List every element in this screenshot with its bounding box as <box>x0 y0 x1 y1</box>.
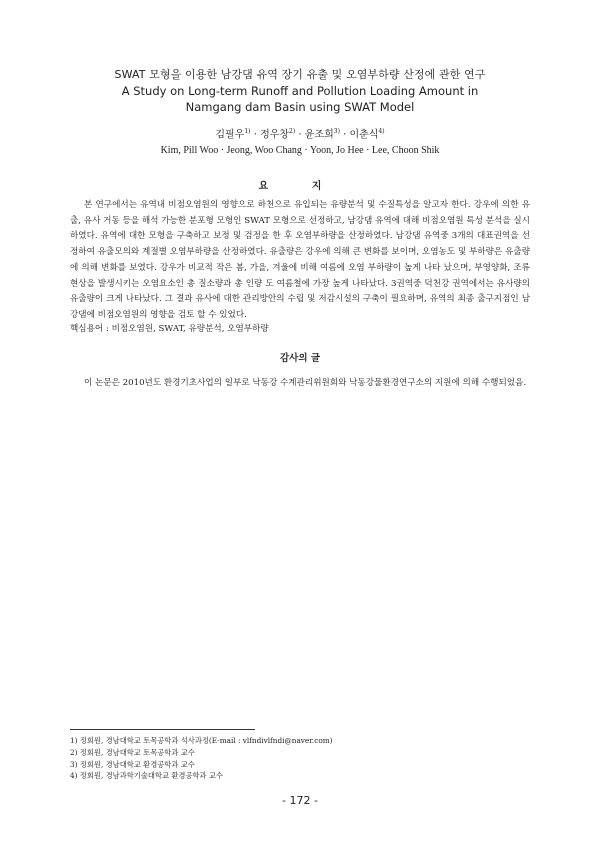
author-separator: · <box>250 129 261 141</box>
author-name: 김필우 <box>215 129 245 141</box>
title-korean: SWAT 모형을 이용한 남강댐 유역 장기 유출 및 오염부하량 산정에 관한 연구 <box>114 68 486 81</box>
acknowledgement-heading: 감사의 글 <box>279 353 320 364</box>
author-mark: 4) <box>378 128 385 135</box>
footnote: 4) 정회원, 경남과학기술대학교 환경공학과 교수 <box>70 771 224 781</box>
author-name: 이춘식 <box>349 129 379 141</box>
paper-title <box>0 66 600 115</box>
footnote-divider <box>70 729 255 730</box>
author-mark: 3) <box>333 128 340 135</box>
acknowledgement-text: 이 논문은 2010년도 환경기초사업의 일부로 낙동강 수계관리위원회와 낙동강물환경연구소의 지원에 의해 수행되었음. <box>84 378 527 388</box>
author-separator: · <box>339 129 350 141</box>
keywords: 핵심용어 : 비점오염원, SWAT, 유량분석, 오염부하량 <box>70 324 269 334</box>
footnote: 2) 정회원, 경남대학교 토목공학과 교수 <box>70 747 195 757</box>
authors-korean <box>0 124 600 143</box>
title-english-line1: A Study on Long-term Runoff and Pollution Loading Amount in <box>121 84 479 98</box>
author-mark: 2) <box>289 128 296 135</box>
footnote: 3) 정회원, 경남대학교 환경공학과 교수 <box>70 759 195 769</box>
page-number: - 172 - <box>282 794 318 807</box>
authors-english: Kim, Pill Woo · Jeong, Woo Chang · Yoon, Jo Hee · Lee, Choon Shik <box>160 145 440 157</box>
abstract-heading: 요 지 <box>258 181 342 192</box>
author-mark: 1) <box>244 128 251 135</box>
author-separator: · <box>295 129 305 141</box>
footnotes <box>70 735 530 782</box>
title-english-line2: Namgang dam Basin using SWAT Model <box>185 100 415 114</box>
abstract-text: 본 연구에서는 유역내 비점오염원의 영향으로 하천으로 유입되는 유량분석 및 수질특성을 알고자 한다. 강우에 의한 유출, 유사 거동 등을 해석 가능한 분포형 모형인 SWAT 모형으로 선정하고, 남강댐 유역에 대해 비점오염원 특성 분석을 실시하였다. 유역에 대한 모형을 구축하고 보정 및 검정을 한 후 오염부하량을 산정하였다. 남강댐 유역중 3개의 대표권역을 선정하여 유출모의와 계절별 오염부하량을 산정하였다. 유출량은 강우에 의해 큰 변화를 보이며, 오염농도 및 부하량은 유출량에 의해 변화를 보였다. 강우가 비교적 작은 봄, 가을, 겨울에 비해 여름에 오염 부하량이 높게 나타 났으며, 부영양화, 조류 현상을 발생시키는 오염요소인 총 질소량과 총 인량 도 여름철에 가장 높게 나타났다. 3권역중 덕천강 권역에서는 유사량의 유출량이 크게 나타났다. 그 결과 유사에 대한 관리방안의 수립 및 저감시설의 구축이 필요하며, 유역의 최종 출구지점인 남강댐에 비점오염원의 영향을 검토 할 수 있었다. <box>70 200 530 320</box>
author-name: 윤조희 <box>304 129 334 141</box>
author-name: 정우창 <box>260 129 290 141</box>
footnote: 1) 정회원, 경남대학교 토목공학과 석사과정(E-mail : vlfndivlfndi@naver.com) <box>70 736 333 745</box>
authors <box>0 124 600 159</box>
